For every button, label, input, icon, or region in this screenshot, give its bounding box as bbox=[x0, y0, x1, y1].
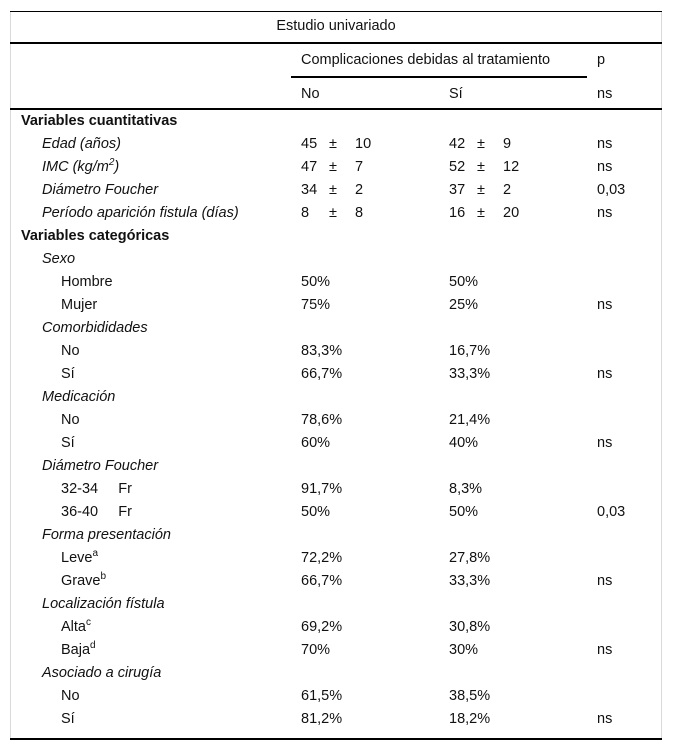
category-label bbox=[61, 435, 75, 451]
table-row bbox=[10, 616, 662, 639]
variable-label bbox=[42, 159, 119, 175]
mean-value: 52 bbox=[449, 159, 466, 175]
value-no bbox=[301, 205, 363, 221]
category-label-text: Baja bbox=[61, 642, 91, 658]
variable-label bbox=[42, 205, 239, 221]
group-label: Asociado a cirugía bbox=[42, 665, 162, 681]
sd-value: 7 bbox=[355, 159, 364, 175]
label-superscript: 2 bbox=[108, 157, 115, 169]
category-label bbox=[61, 274, 113, 290]
category-label bbox=[61, 343, 80, 359]
table-row bbox=[10, 685, 662, 708]
value-no: 78,6% bbox=[301, 412, 343, 428]
section-label: Variables cuantitativas bbox=[21, 113, 178, 129]
value-no: 66,7% bbox=[301, 573, 343, 589]
value-no bbox=[301, 136, 371, 152]
mean-value: 42 bbox=[449, 136, 466, 152]
value-no bbox=[301, 182, 363, 198]
group-label: Comorbididades bbox=[42, 320, 148, 336]
category-label bbox=[61, 619, 91, 635]
table-row bbox=[10, 202, 662, 225]
p-value: ns bbox=[597, 159, 613, 175]
footnote-marker: d bbox=[90, 640, 96, 652]
table-row bbox=[10, 547, 662, 570]
table-row bbox=[10, 340, 662, 363]
value-no: 69,2% bbox=[301, 619, 343, 635]
value-si: 8,3% bbox=[449, 481, 483, 497]
value-no: 81,2% bbox=[301, 711, 343, 727]
value-si: 40% bbox=[449, 435, 479, 451]
variable-label-text: Período aparición fistula (días) bbox=[42, 205, 239, 221]
value-si: 27,8% bbox=[449, 550, 491, 566]
value-no bbox=[301, 159, 363, 175]
value-no: 50% bbox=[301, 504, 331, 520]
category-label-text: Sí bbox=[61, 366, 75, 382]
sd-value: 9 bbox=[503, 136, 512, 152]
category-label-text: Alta bbox=[61, 619, 86, 635]
value-si: 30% bbox=[449, 642, 479, 658]
value-no: 66,7% bbox=[301, 366, 343, 382]
group-row bbox=[10, 593, 662, 616]
sd-value: 8 bbox=[355, 205, 364, 221]
p-value: ns bbox=[597, 573, 613, 589]
value-si: 21,4% bbox=[449, 412, 491, 428]
p-value: ns bbox=[597, 205, 613, 221]
value-si: 33,3% bbox=[449, 573, 491, 589]
table-bottom-rule bbox=[10, 738, 662, 740]
value-no: 60% bbox=[301, 435, 331, 451]
table-row bbox=[10, 501, 662, 524]
plus-minus-sign: ± bbox=[329, 136, 337, 152]
group-label: Forma presentación bbox=[42, 527, 171, 543]
table-row bbox=[10, 294, 662, 317]
table-row bbox=[10, 271, 662, 294]
group-row bbox=[10, 455, 662, 478]
value-si: 38,5% bbox=[449, 688, 491, 704]
group-label: Diámetro Foucher bbox=[42, 458, 159, 474]
value-si bbox=[449, 136, 511, 152]
section-label: Variables categóricas bbox=[21, 228, 170, 244]
category-label bbox=[61, 550, 98, 566]
value-si bbox=[449, 159, 519, 175]
value-si: 30,8% bbox=[449, 619, 491, 635]
table-top-rule bbox=[10, 11, 662, 12]
p-value: ns bbox=[597, 435, 613, 451]
column-header-no: No bbox=[301, 86, 320, 102]
table-row bbox=[10, 409, 662, 432]
value-si: 50% bbox=[449, 504, 479, 520]
group-label: Sexo bbox=[42, 251, 76, 267]
category-label-text: 32-34 Fr bbox=[61, 481, 132, 497]
header-rule bbox=[10, 42, 662, 44]
p-value: ns bbox=[597, 136, 613, 152]
group-label: Medicación bbox=[42, 389, 116, 405]
sd-value: 12 bbox=[503, 159, 520, 175]
p-value: ns bbox=[597, 642, 613, 658]
category-label-text: No bbox=[61, 688, 80, 704]
category-label-text: No bbox=[61, 412, 80, 428]
category-label bbox=[61, 366, 75, 382]
group-header-complications: Complicaciones debidas al tratamiento bbox=[301, 52, 551, 68]
value-no: 83,3% bbox=[301, 343, 343, 359]
column-header-si: Sí bbox=[449, 86, 463, 102]
section-row-quantitative bbox=[10, 110, 662, 133]
category-label-text: Sí bbox=[61, 711, 75, 727]
value-si bbox=[449, 182, 511, 198]
value-no: 72,2% bbox=[301, 550, 343, 566]
group-row bbox=[10, 662, 662, 685]
category-label bbox=[61, 481, 132, 497]
value-si: 18,2% bbox=[449, 711, 491, 727]
category-label bbox=[61, 573, 106, 589]
variable-label-text: Edad (años) bbox=[42, 136, 121, 152]
label-suffix: ) bbox=[114, 159, 120, 175]
variable-label bbox=[42, 182, 158, 198]
column-header-p-sub: ns bbox=[597, 86, 613, 102]
p-value: ns bbox=[597, 297, 613, 313]
group-row bbox=[10, 317, 662, 340]
variable-label-text: IMC (kg/m bbox=[42, 159, 109, 175]
table-row bbox=[10, 363, 662, 386]
value-si: 25% bbox=[449, 297, 479, 313]
category-label-text: Hombre bbox=[61, 274, 113, 290]
category-label-text: No bbox=[61, 343, 80, 359]
p-value: 0,03 bbox=[597, 182, 626, 198]
mean-value: 8 bbox=[301, 205, 310, 221]
p-value: 0,03 bbox=[597, 504, 626, 520]
sd-value: 2 bbox=[355, 182, 364, 198]
group-row bbox=[10, 248, 662, 271]
group-label: Localización fístula bbox=[42, 596, 165, 612]
mean-value: 16 bbox=[449, 205, 466, 221]
plus-minus-sign: ± bbox=[477, 136, 485, 152]
sd-value: 10 bbox=[355, 136, 372, 152]
value-si bbox=[449, 205, 519, 221]
table-row bbox=[10, 570, 662, 593]
category-label bbox=[61, 412, 80, 428]
category-label bbox=[61, 642, 96, 658]
category-label-text: 36-40 Fr bbox=[61, 504, 132, 520]
value-no: 70% bbox=[301, 642, 331, 658]
table-row bbox=[10, 708, 662, 731]
table-row bbox=[10, 156, 662, 179]
plus-minus-sign: ± bbox=[477, 159, 485, 175]
column-header-p: p bbox=[597, 52, 606, 68]
sd-value: 2 bbox=[503, 182, 512, 198]
plus-minus-sign: ± bbox=[329, 182, 337, 198]
category-label bbox=[61, 297, 97, 313]
value-no: 91,7% bbox=[301, 481, 343, 497]
section-row-categorical bbox=[10, 225, 662, 248]
value-no: 61,5% bbox=[301, 688, 343, 704]
category-label bbox=[61, 711, 75, 727]
table-title: Estudio univariado bbox=[276, 18, 396, 34]
mean-value: 45 bbox=[301, 136, 318, 152]
table-row bbox=[10, 639, 662, 662]
footnote-marker: a bbox=[92, 548, 99, 560]
p-value: ns bbox=[597, 366, 613, 382]
footnote-marker: c bbox=[86, 617, 91, 629]
table-row bbox=[10, 432, 662, 455]
group-row bbox=[10, 386, 662, 409]
mean-value: 37 bbox=[449, 182, 466, 198]
category-label-text: Sí bbox=[61, 435, 75, 451]
category-label bbox=[61, 688, 80, 704]
category-label-text: Mujer bbox=[61, 297, 98, 313]
value-no: 50% bbox=[301, 274, 331, 290]
table-row bbox=[10, 133, 662, 156]
category-label bbox=[61, 504, 132, 520]
p-value: ns bbox=[597, 711, 613, 727]
sd-value: 20 bbox=[503, 205, 520, 221]
plus-minus-sign: ± bbox=[477, 205, 485, 221]
category-label-text: Leve bbox=[61, 550, 93, 566]
table-row bbox=[10, 179, 662, 202]
value-si: 50% bbox=[449, 274, 479, 290]
group-header-underline bbox=[291, 76, 587, 78]
plus-minus-sign: ± bbox=[329, 205, 337, 221]
mean-value: 34 bbox=[301, 182, 318, 198]
table-row bbox=[10, 478, 662, 501]
variable-label-text: Diámetro Foucher bbox=[42, 182, 159, 198]
value-no: 75% bbox=[301, 297, 331, 313]
group-row bbox=[10, 524, 662, 547]
plus-minus-sign: ± bbox=[477, 182, 485, 198]
plus-minus-sign: ± bbox=[329, 159, 337, 175]
category-label-text: Grave bbox=[61, 573, 101, 589]
value-si: 33,3% bbox=[449, 366, 491, 382]
value-si: 16,7% bbox=[449, 343, 491, 359]
mean-value: 47 bbox=[301, 159, 318, 175]
footnote-marker: b bbox=[100, 571, 107, 583]
variable-label bbox=[42, 136, 121, 152]
